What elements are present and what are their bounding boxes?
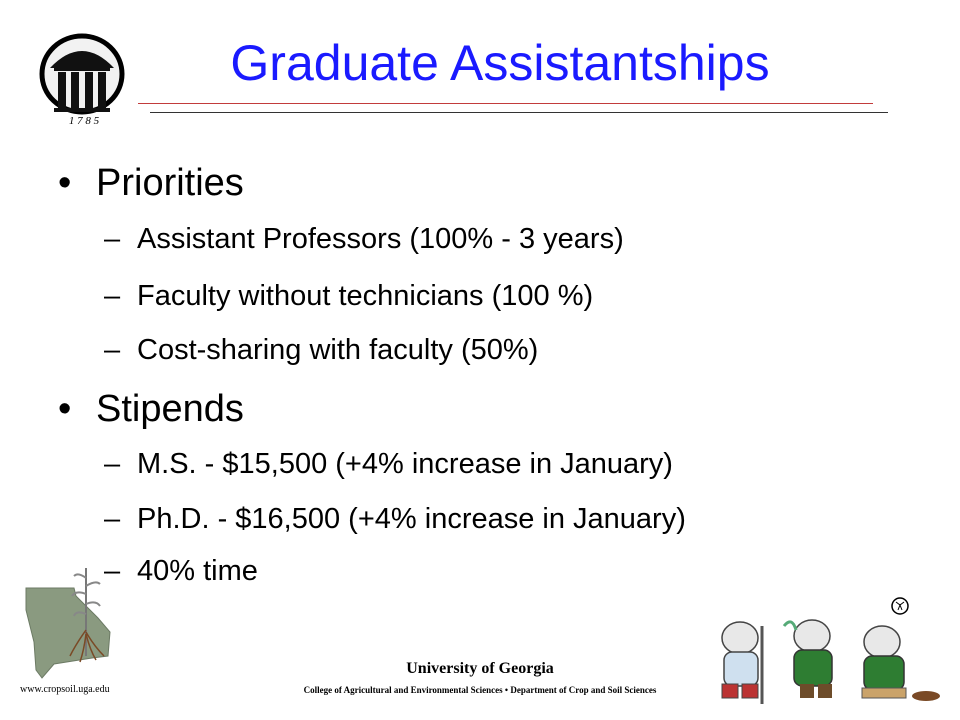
footer-url: www.cropsoil.uga.edu bbox=[20, 684, 110, 695]
dash: – bbox=[104, 503, 121, 535]
mascot-1-icon bbox=[722, 622, 762, 704]
dash: – bbox=[104, 448, 121, 480]
sub-item-text: Faculty without technicians (100 %) bbox=[137, 280, 594, 312]
footer-university: University of Georgia bbox=[406, 660, 554, 677]
mascot-3-icon bbox=[862, 598, 940, 701]
sub-item-text: Cost-sharing with faculty (50%) bbox=[137, 334, 539, 366]
bullet-dot: • bbox=[58, 388, 72, 430]
mascot-2-icon bbox=[784, 620, 832, 698]
dash: – bbox=[104, 555, 121, 587]
bullet-priorities bbox=[58, 162, 244, 205]
sub-item bbox=[104, 448, 673, 481]
title-rule-red bbox=[138, 103, 873, 104]
slide-title: Graduate Assistantships bbox=[230, 35, 770, 91]
sub-item-text: M.S. - $15,500 (+4% increase in January) bbox=[137, 448, 673, 480]
dash: – bbox=[104, 223, 121, 255]
sub-item-text: 40% time bbox=[137, 555, 258, 587]
dash: – bbox=[104, 280, 121, 312]
footer-department: College of Agricultural and Environmental Sciences • Department of Crop and Soil Sciences bbox=[303, 685, 657, 695]
mascot-illustrations bbox=[712, 596, 952, 712]
heading-priorities: Priorities bbox=[96, 162, 244, 204]
sub-item-text: Assistant Professors (100% - 3 years) bbox=[137, 223, 624, 255]
sub-item-text: Ph.D. - $16,500 (+4% increase in January) bbox=[137, 503, 686, 535]
bullet-dot: • bbox=[58, 162, 72, 204]
sub-item bbox=[104, 280, 593, 313]
sub-item bbox=[104, 223, 624, 256]
heading-stipends: Stipends bbox=[96, 388, 244, 430]
bullet-stipends bbox=[58, 388, 244, 431]
logo-year-text: 1 7 8 5 bbox=[68, 115, 100, 126]
sub-item bbox=[104, 503, 686, 536]
sub-item bbox=[104, 334, 538, 367]
title-rule-black bbox=[150, 112, 888, 113]
dash: – bbox=[104, 334, 121, 366]
